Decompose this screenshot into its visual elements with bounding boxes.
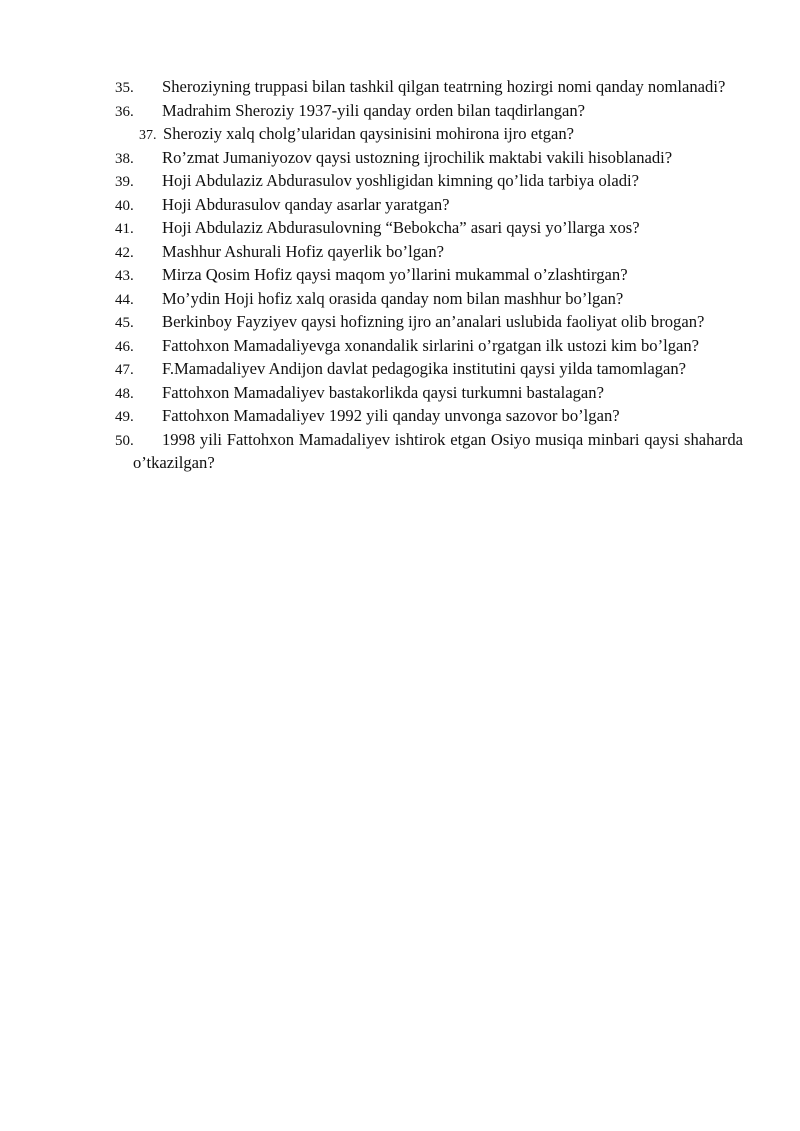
question-text: Fattohxon Mamadaliyevga xonandalik sirlarini o’rgatgan ilk ustozi kim bo’lgan? (162, 335, 700, 355)
question-number: 47. (115, 362, 134, 378)
list-item (115, 382, 743, 406)
question-number: 35. (115, 80, 134, 96)
list-item (115, 100, 743, 124)
list-item (115, 405, 743, 429)
question-text: Berkinboy Fayziyev qaysi hofizning ijro an’analari uslubida faoliyat olib brogan? (162, 312, 705, 331)
question-number: 48. (115, 385, 134, 402)
list-item (115, 217, 743, 241)
list-item (115, 194, 743, 218)
list-item (115, 147, 743, 171)
question-number: 38. (115, 150, 134, 167)
question-list (115, 76, 743, 474)
list-item (115, 76, 743, 100)
question-number: 36. (115, 103, 134, 120)
question-text: Ro’zmat Jumaniyozov qaysi ustozning ijrochilik maktabi vakili hisoblanadi? (162, 147, 673, 167)
question-number: 42. (115, 244, 134, 261)
question-text: Mashhur Ashurali Hofiz qayerlik bo’lgan? (162, 241, 445, 261)
question-text: Hoji Abdurasulov qanday asarlar yaratgan? (162, 194, 450, 214)
question-text: Madrahim Sheroziy 1937-yili qanday orden bilan taqdirlangan? (162, 100, 586, 120)
question-text: Fattohxon Mamadaliyev bastakorlikda qaysi turkumni bastalagan? (162, 382, 604, 402)
question-text: Sheroziyning truppasi bilan tashkil qilgan teatrning hozirgi nomi qanday nomlanadi? (162, 77, 726, 96)
list-item (115, 241, 743, 265)
question-text: Mo’ydin Hoji hofiz xalq orasida qanday nom bilan mashhur bo’lgan? (162, 288, 624, 308)
question-number: 50. (115, 432, 134, 449)
list-item (115, 358, 743, 382)
question-number: 44. (115, 291, 134, 308)
list-item (115, 288, 743, 312)
question-number: 43. (115, 268, 134, 284)
list-item (115, 335, 743, 359)
question-text: Hoji Abdulaziz Abdurasulovning “Bebokcha” asari qaysi yo’llarga xos? (162, 218, 640, 237)
question-text: Fattohxon Mamadaliyev 1992 yili qanday unvonga sazovor bo’lgan? (162, 406, 620, 425)
question-text: Sheroziy xalq cholg’ularidan qaysinisini mohirona ijro etgan? (163, 124, 575, 143)
list-item (115, 123, 743, 147)
question-number: 46. (115, 338, 134, 355)
list-item (115, 311, 743, 335)
question-number: 49. (115, 409, 134, 425)
question-text: F.Mamadaliyev Andijon davlat pedagogika institutini qaysi yilda tamomlagan? (162, 359, 687, 378)
question-number: 45. (115, 315, 134, 331)
question-text: 1998 yili Fattohxon Mamadaliyev ishtirok etgan Osiyo musiqa minbari qaysi shaharda o’tkazilgan? (133, 429, 743, 472)
question-number: 40. (115, 197, 134, 214)
question-text: Mirza Qosim Hofiz qaysi maqom yo’llarini mukammal o’zlashtirgan? (162, 265, 628, 284)
question-number: 39. (115, 174, 134, 190)
question-number: 37. (139, 128, 157, 143)
question-number: 41. (115, 221, 134, 237)
list-item (115, 264, 743, 288)
question-text: Hoji Abdulaziz Abdurasulov yoshligidan kimning qo’lida tarbiya oladi? (162, 171, 639, 190)
list-item (115, 170, 743, 194)
list-item (115, 429, 743, 474)
